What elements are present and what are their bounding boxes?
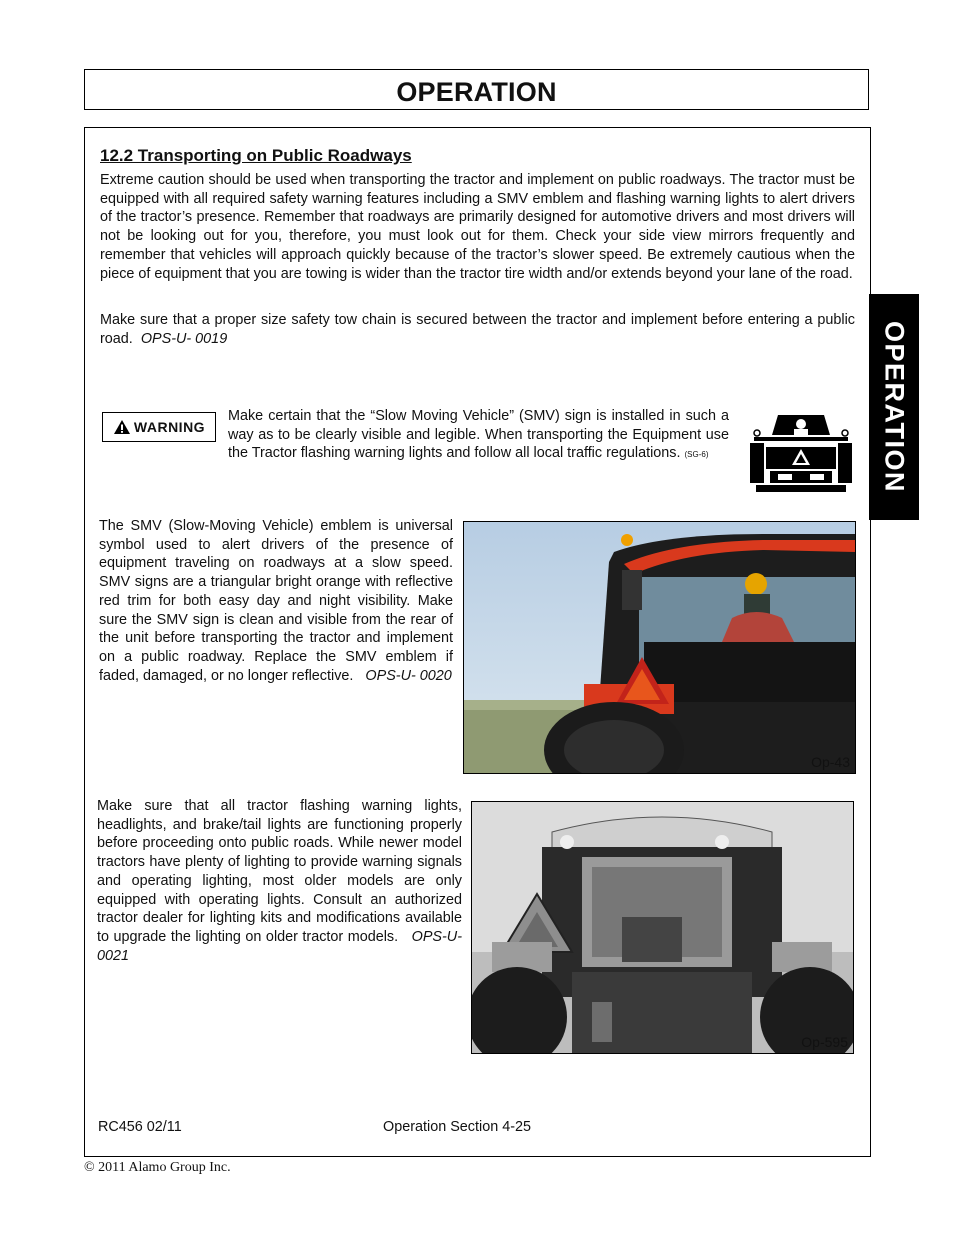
warning-text: Make certain that the “Slow Moving Vehicle” (SMV) sign is installed in such a way as to be clearly visible and legible. When transporting the Equipment use the Tractor flashing warning lights and follow all local traffic regulations. (SG-6): [228, 408, 729, 462]
warning-badge: [102, 412, 216, 442]
warning-triangle-icon: [113, 419, 131, 435]
page-title: OPERATION: [396, 77, 557, 107]
footer-page-number: Operation Section 4-25: [383, 1119, 531, 1135]
section-tab[interactable]: [869, 294, 919, 520]
copyright: © 2011 Alamo Group Inc.: [84, 1160, 231, 1175]
lights-paragraph: Make sure that all tractor flashing warning lights, headlights, and brake/tail lights are functioning properly before proceeding onto public roads. While newer model tractors have plenty of lighting to provide warning signals and operating lighting, most older models are only equipped with operating lights. Consult an authorized tractor dealer for lighting kits and modifications available to upgrade the lighting on older tractor models. OPS-U- 0021: [97, 798, 462, 964]
tow-chain-paragraph: Make sure that a proper size safety tow chain is secured between the tractor and implement before entering a public road. OPS-U- 0019: [100, 312, 855, 347]
photo-label: Op-43: [811, 754, 850, 770]
ops-code: OPS-U- 0019: [140, 330, 228, 347]
header-box: [84, 69, 869, 110]
warning-badge-label: WARNING: [133, 419, 206, 435]
tractor-lights-image: [472, 802, 854, 1054]
footer-doc-id: RC456 02/11: [98, 1119, 182, 1135]
tractor-smv-image: [464, 522, 856, 774]
ops-code: OPS-U- 0021: [97, 928, 462, 964]
ops-code: OPS-U- 0020: [365, 667, 452, 684]
intro-paragraph: Extreme caution should be used when transporting the tractor and implement on public roadways. The tractor must be equipped with all required safety warning features including a SMV emblem and flashing warning lights to alert drivers of the tractor’s presence. Remember that roadways are primarily designed for automotive drivers and most drivers will not be looking out for you, therefore, you must look out for them. Check your side view mirrors frequently and remember that vehicles will approach quickly because of the tractor’s slower speed. Be extremely cautious when the piece of equipment that you are towing is wider than the tractor tire width and/or extends beyond your lane of the road.: [100, 172, 855, 282]
tractor-lights-photo: [471, 801, 854, 1054]
photo-label: Op-595: [801, 1034, 848, 1050]
tractor-smv-photo: [463, 521, 856, 774]
smv-tractor-icon: [748, 411, 854, 495]
section-heading: 12.2 Transporting on Public Roadways: [100, 146, 412, 165]
section-tab-label: OPERATION: [879, 320, 910, 494]
sg-code: (SG-6): [684, 450, 709, 460]
smv-paragraph: The SMV (Slow-Moving Vehicle) emblem is universal symbol used to alert drivers of the presence of equipment traveling on roadways at a slow speed. SMV signs are a triangular bright orange with reflective red trim for both easy day and night visibility. Make sure the SMV sign is clean and visible from the rear of the unit before transporting the tractor and implement on a public roadway. Replace the SMV emblem if faded, damaged, or no longer reflective. OPS-U- 0020: [99, 518, 453, 684]
